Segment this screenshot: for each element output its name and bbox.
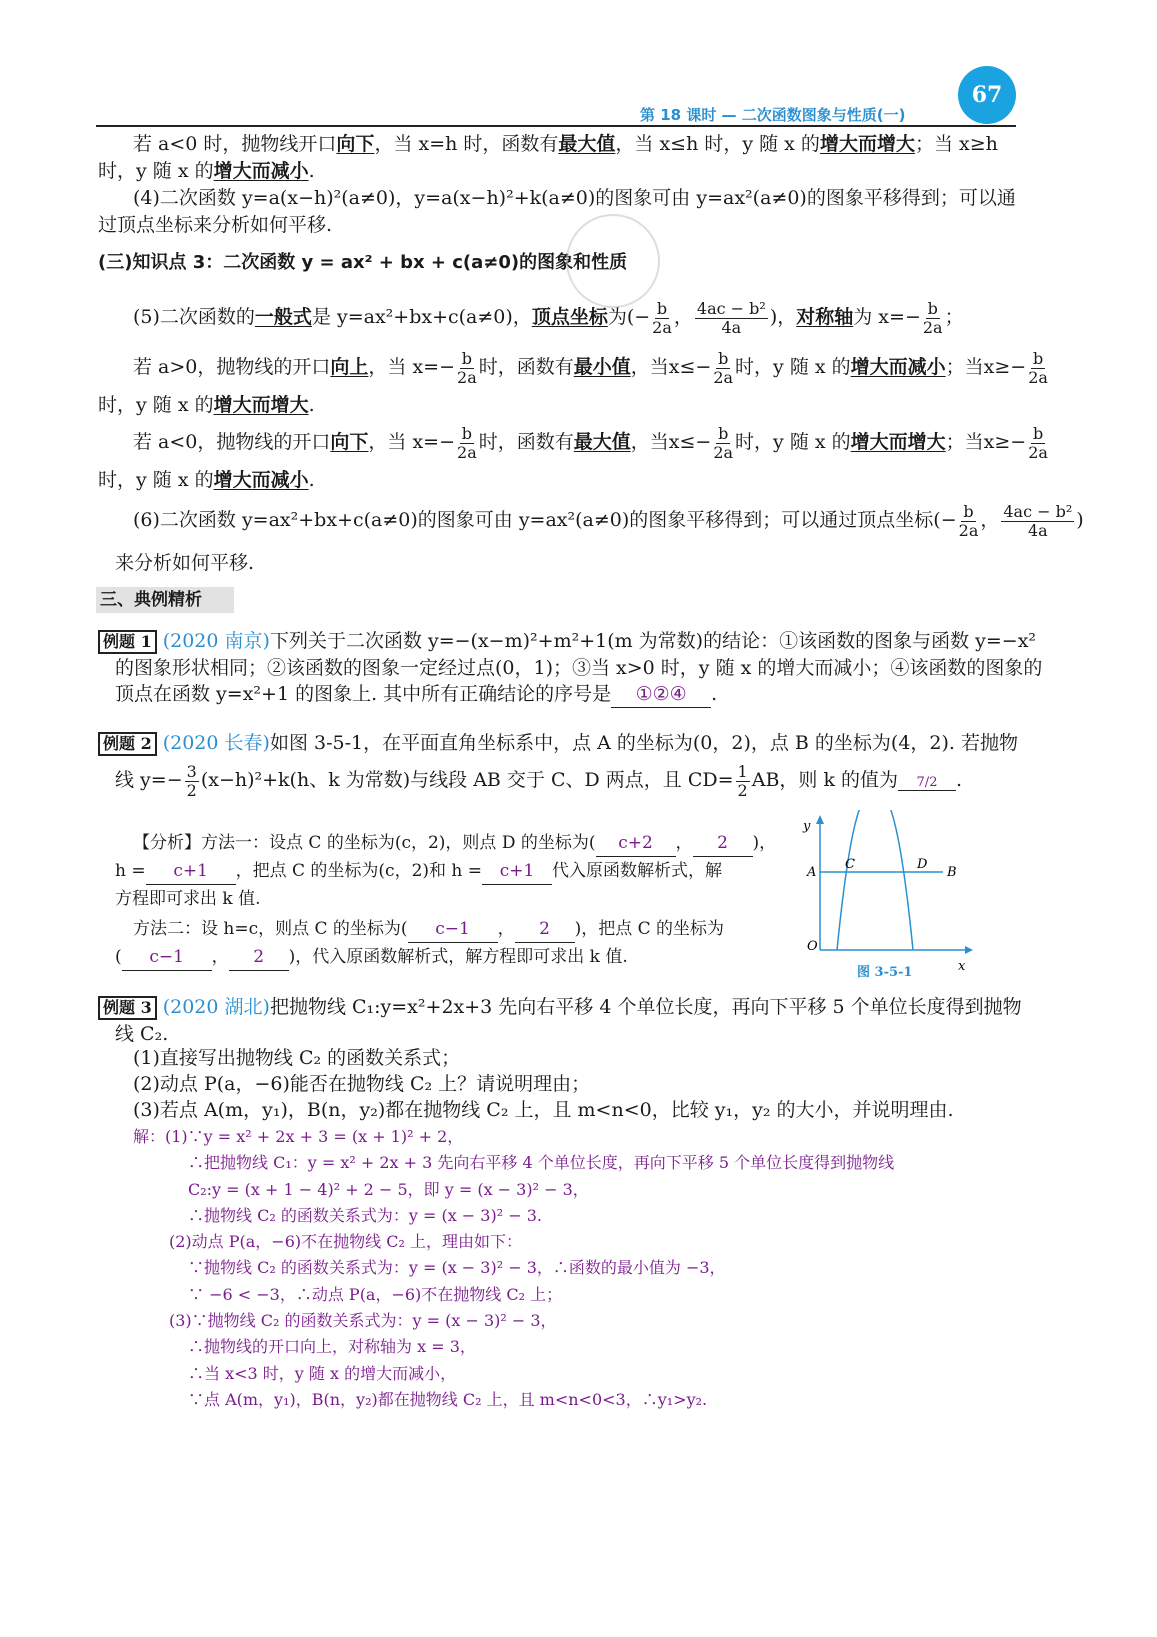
header-rule (96, 125, 1016, 127)
body-line: (5)二次函数的一般式是 y=ax²+bx+c(a≠0)，顶点坐标为(− $\frac{b}{2a}$ ， $\frac{\text{4ac − b²}}{4a}$ )，对称轴为 x=− $\frac{b}{2a}$ ； (133, 298, 964, 337)
body-line: (6)二次函数 y=ax²+bx+c(a≠0)的图象可由 y=ax²(a≠0)的图象平移得到；可以通过顶点坐标(− $\frac{b}{2a}$ ， $\frac{\text{4ac − b²}}{4a}$ ) (133, 501, 1084, 540)
solution-line: ∴抛物线的开口向上，对称轴为 x = 3， (188, 1337, 476, 1357)
example-1: 例题 1 (2020 南京)下列关于二次函数 y=−(x−m)²+m²+1(m 为常数)的结论：①该函数的图象与函数 y=−x² (98, 628, 1036, 654)
solution-line: (2)动点 P(a，−6)不在抛物线 C₂ 上，理由如下： (169, 1232, 522, 1252)
analysis-line: 方法二：设 h=c，则点 C 的坐标为( c−1 ， 2 )，把点 C 的坐标为 (133, 916, 724, 943)
figure-caption: 图 3-5-1 (857, 965, 913, 980)
solution-line: C₂:y = (x + 1 − 4)² + 2 − 5，即 y = (x − 3)² − 3， (188, 1179, 589, 1199)
example-tag: 例题 1 (98, 630, 157, 654)
question-3: (3)若点 A(m，y₁)，B(n，y₂)都在抛物线 C₂ 上，且 m<n<0，比较 y₁，y₂ 的大小，并说明理由. (133, 1099, 954, 1121)
example-tag: 例题 2 (98, 732, 157, 756)
solution-line: 解：(1)∵y = x² + 2x + 3 = (x + 1)² + 2， (133, 1127, 464, 1146)
question-2: (2)动点 P(a，−6)能否在抛物线 C₂ 上？请说明理由； (133, 1073, 591, 1095)
solution-line: ∵点 A(m，y₁)，B(n，y₂)都在抛物线 C₂ 上，且 m<n<0<3，∴y₁>y₂. (188, 1389, 708, 1409)
body-line: 若 a>0，抛物线的开口向上，当 x=− $\frac{b}{2a}$ 时，函数有最小值，当x≤− $\frac{b}{2a}$ 时，y 随 x 的增大而减小；当x≥− $\frac{b}{2a}$ (133, 348, 1048, 387)
body-line: 过顶点坐标来分析如何平移. (98, 214, 333, 236)
x-label: x (958, 959, 966, 974)
point-d-label: D (917, 857, 928, 872)
body-line: 的图象形状相同；②该函数的图象一定经过点(0，1)；③当 x>0 时，y 随 x 的增大而减小；④该函数的图象的 (115, 657, 1043, 679)
y-axis-arrow (816, 815, 824, 824)
answer-blank: ①②④ (611, 681, 711, 708)
body-line: 线 C₂. (115, 1023, 169, 1045)
page-number: 67 (971, 82, 1003, 108)
example-3: 例题 3 (2020 湖北)把抛物线 C₁:y=x²+2x+3 先向右平移 4 个单位长度，再向下平移 5 个单位长度得到抛物 (98, 994, 1022, 1020)
analysis-line: h = c+1 ，把点 C 的坐标为(c，2)和 h = c+1 代入原函数解析式，解 (115, 858, 722, 885)
body-line: 若 a<0 时，抛物线开口向下，当 x=h 时，函数有最大值，当 x≤h 时，y 随 x 的增大而增大；当 x≥h (133, 133, 998, 155)
lesson-header: 第 18 课时 — 二次函数图象与性质(一) (640, 106, 906, 124)
parabola-curve (837, 810, 913, 950)
body-line: 顶点在函数 y=x²+1 的图象上. 其中所有正确结论的序号是 ①②④ . (115, 681, 717, 708)
point-b-label: B (947, 865, 957, 880)
question-1: (1)直接写出抛物线 C₂ 的函数关系式； (133, 1047, 461, 1069)
body-line: 线 y=− $\frac{3}{2}$ (x−h)²+k(h、k 为常数)与线段 AB 交于 C、D 两点，且 CD= $\frac{1}{2}$ AB，则 k 的值为 7/2 . (115, 761, 963, 800)
example-tag: 例题 3 (98, 996, 157, 1020)
solution-line: ∴抛物线 C₂ 的函数关系式为：y = (x − 3)² − 3. (188, 1205, 542, 1225)
solution-line: ∴当 x<3 时，y 随 x 的增大而减小， (188, 1363, 457, 1383)
x-axis-arrow (965, 946, 973, 954)
knowledge-point-3-title: (三)知识点 3：二次函数 y = ax² + bx + c(a≠0)的图象和性质 (98, 252, 628, 273)
solution-line: ∵抛物线 C₂ 的函数关系式为：y = (x − 3)² − 3，∴函数的最小值为 −3， (188, 1258, 726, 1278)
origin-label: O (807, 939, 818, 954)
body-line: 时，y 随 x 的增大而减小. (98, 160, 315, 182)
page-number-badge (958, 66, 1016, 124)
section-title: 三、典例精析 (96, 587, 234, 613)
analysis-line: 方程即可求出 k 值. (115, 889, 261, 909)
point-c-label: C (845, 857, 855, 872)
figure-parabola (795, 810, 975, 985)
point-a-label: A (807, 865, 817, 880)
body-line: (4)二次函数 y=a(x−h)²(a≠0)，y=a(x−h)²+k(a≠0)的图象可由 y=ax²(a≠0)的图象平移得到；可以通 (133, 187, 1016, 209)
solution-line: ∴把抛物线 C₁：y = x² + 2x + 3 先向右平移 4 个单位长度，再向下平移 5 个单位长度得到抛物线 (188, 1153, 895, 1173)
y-label: y (803, 819, 811, 834)
analysis-line: ( c−1 ， 2 )，代入原函数解析式，解方程即可求出 k 值. (115, 944, 628, 971)
body-line: 时，y 随 x 的增大而增大. (98, 394, 315, 416)
solution-line: ∵ −6 < −3，∴动点 P(a，−6)不在抛物线 C₂ 上； (188, 1284, 563, 1304)
body-line: 来分析如何平移. (115, 552, 255, 574)
analysis-line: 【分析】方法一：设点 C 的坐标为(c，2)，则点 D 的坐标为( c+2 ， 2 )， (133, 830, 776, 857)
solution-block (133, 1124, 894, 1413)
body-line: 若 a<0，抛物线的开口向下，当 x=− $\frac{b}{2a}$ 时，函数有最大值，当x≤− $\frac{b}{2a}$ 时，y 随 x 的增大而增大；当x≥− $\frac{b}{2a}$ (133, 423, 1048, 462)
example-2: 例题 2 (2020 长春)如图 3-5-1，在平面直角坐标系中，点 A 的坐标为(0，2)，点 B 的坐标为(4，2). 若抛物 (98, 730, 1018, 756)
body-line: 时，y 随 x 的增大而减小. (98, 469, 315, 491)
answer-blank: 7/2 (898, 776, 956, 791)
solution-line: (3)∵抛物线 C₂ 的函数关系式为：y = (x − 3)² − 3， (169, 1311, 557, 1331)
